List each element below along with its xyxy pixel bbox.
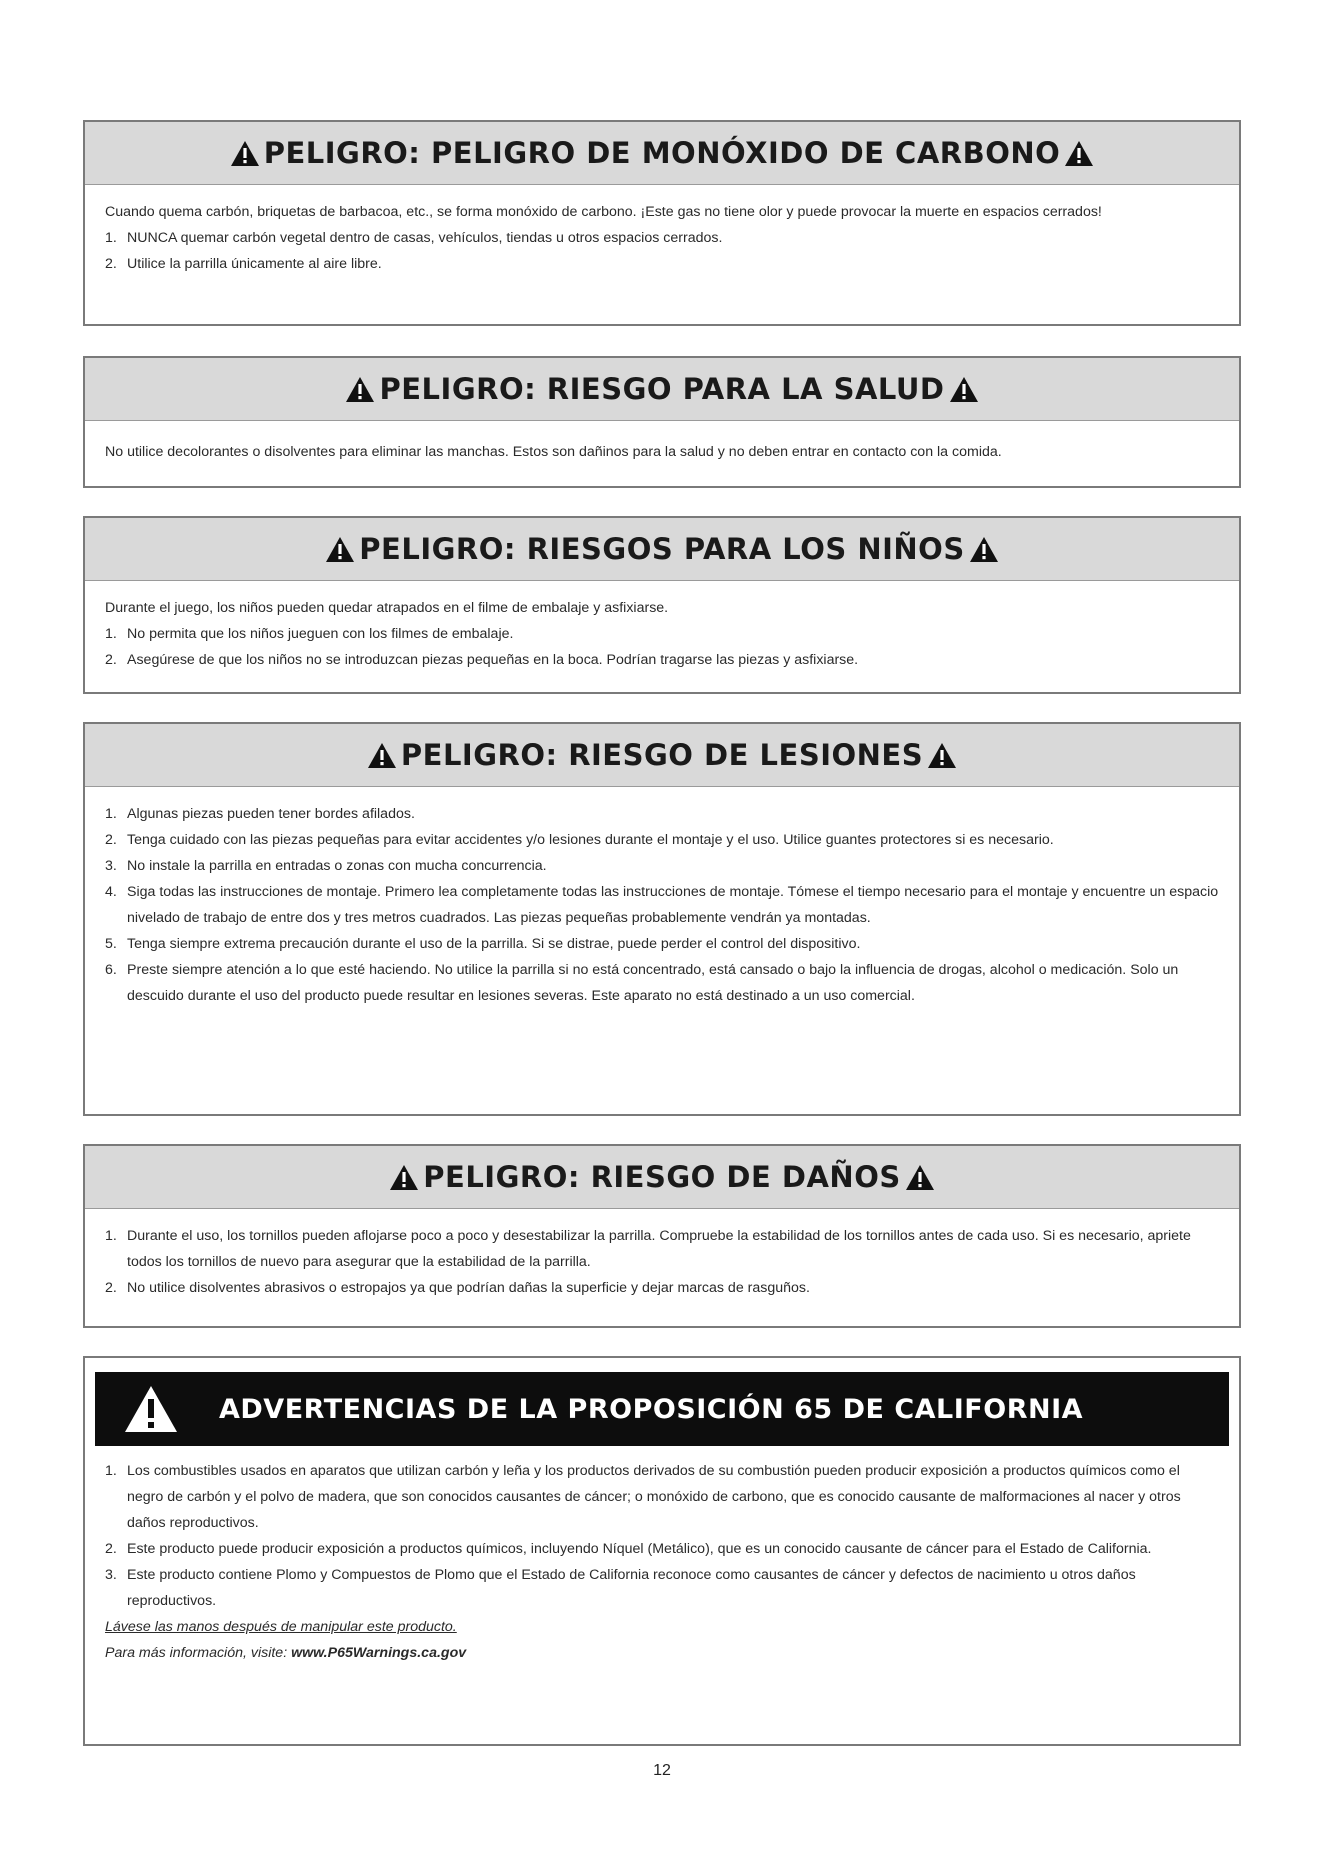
list-item: 3. No instale la parrilla en entradas o zonas con mucha concurrencia. bbox=[105, 858, 547, 874]
danger-box-damage bbox=[83, 1144, 1241, 1328]
list-item: 1. Algunas piezas pueden tener bordes afilados. bbox=[105, 806, 415, 822]
wash-hands-note: Lávese las manos después de manipular este producto. bbox=[105, 1619, 457, 1635]
danger-title: PELIGRO: RIESGOS PARA LOS NIÑOS bbox=[359, 532, 965, 566]
warning-triangle-icon bbox=[389, 1164, 419, 1191]
list-item: 2. Tenga cuidado con las piezas pequeñas para evitar accidentes y/o lesiones durante el montaje y el uso. Utilice guantes protectores si es necesario. bbox=[105, 832, 1054, 848]
list-item: 2. Este producto puede producir exposición a productos químicos, incluyendo Níquel (Metálico), que es un conocido causante de cáncer para el Estado de California. bbox=[105, 1541, 1152, 1557]
warning-triangle-icon bbox=[230, 140, 260, 167]
warning-triangle-icon bbox=[927, 742, 957, 769]
danger-title: PELIGRO: RIESGO PARA LA SALUD bbox=[379, 372, 945, 406]
danger-header bbox=[85, 358, 1239, 421]
danger-box-injury bbox=[83, 722, 1241, 1116]
p65-website-link[interactable]: www.P65Warnings.ca.gov bbox=[291, 1645, 467, 1661]
list-item: 3. Este producto contiene Plomo y Compuestos de Plomo que el Estado de California reconoce como causantes de cáncer y defectos de nacimiento u otros daños reproductivos. bbox=[105, 1567, 1136, 1609]
warning-triangle-icon bbox=[949, 376, 979, 403]
list-item: 6. Preste siempre atención a lo que esté haciendo. No utilice la parrilla si no está concentrado, está cansado o bajo la influencia de drogas, alcohol o medicación. Solo un descuido durante el uso del producto puede resultar en lesiones severas. Este aparato no está destinado a un uso comercial. bbox=[105, 962, 1179, 1004]
danger-title: PELIGRO: RIESGO DE DAÑOS bbox=[423, 1160, 901, 1194]
list-item: 2. No utilice disolventes abrasivos o estropajos ya que podrían dañas la superficie y dejar marcas de rasguños. bbox=[105, 1280, 810, 1296]
prop65-header bbox=[95, 1372, 1229, 1446]
danger-box-children bbox=[83, 516, 1241, 694]
danger-box-carbon-monoxide bbox=[83, 120, 1241, 326]
warning-triangle-icon bbox=[1064, 140, 1094, 167]
danger-title: PELIGRO: PELIGRO DE MONÓXIDO DE CARBONO bbox=[263, 136, 1061, 170]
info-note: Para más información, visite: www.P65Warnings.ca.gov bbox=[105, 1645, 467, 1661]
danger-header bbox=[85, 518, 1239, 581]
warning-triangle-icon bbox=[345, 376, 375, 403]
danger-header bbox=[85, 122, 1239, 185]
warning-triangle-icon bbox=[325, 536, 355, 563]
prop65-title: ADVERTENCIAS DE LA PROPOSICIÓN 65 DE CALIFORNIA bbox=[219, 1393, 1084, 1425]
danger-intro: Cuando quema carbón, briquetas de barbacoa, etc., se forma monóxido de carbono. ¡Este gas no tiene olor y puede provocar la muerte en espacios cerrados! bbox=[105, 204, 1102, 220]
danger-header bbox=[85, 724, 1239, 787]
warning-triangle-icon bbox=[969, 536, 999, 563]
danger-box-health bbox=[83, 356, 1241, 488]
danger-intro: Durante el juego, los niños pueden quedar atrapados en el filme de embalaje y asfixiarse. bbox=[105, 600, 669, 616]
list-item: 1. No permita que los niños jueguen con los filmes de embalaje. bbox=[105, 626, 514, 642]
list-item: 2. Asegúrese de que los niños no se introduzcan piezas pequeñas en la boca. Podrían tragarse las piezas y asfixiarse. bbox=[105, 652, 859, 668]
danger-header bbox=[85, 1146, 1239, 1209]
list-item: 1. Durante el uso, los tornillos pueden aflojarse poco a poco y desestabilizar la parrilla. Compruebe la estabilidad de los tornillos antes de cada uso. Si es necesario, apriete todos los tornillos de nuevo para asegurar que la estabilidad de la parrilla. bbox=[105, 1228, 1191, 1270]
list-item: 5. Tenga siempre extrema precaución durante el uso de la parrilla. Si se distrae, puede perder el control del dispositivo. bbox=[105, 936, 861, 952]
warning-triangle-icon bbox=[905, 1164, 935, 1191]
danger-intro: No utilice decolorantes o disolventes para eliminar las manchas. Estos son dañinos para la salud y no deben entrar en contacto con la comida. bbox=[105, 444, 1002, 460]
warning-triangle-icon bbox=[123, 1384, 179, 1434]
list-item: 4. Siga todas las instrucciones de montaje. Primero lea completamente todas las instrucciones de montaje. Tómese el tiempo necesario para el montaje y encuentre un espacio nivelado de trabajo de entre dos y tres metros cuadrados. Las piezas pequeñas probablemente vendrán ya montadas. bbox=[105, 884, 1219, 926]
page-number: 12 bbox=[653, 1762, 671, 1779]
list-item: 2. Utilice la parrilla únicamente al aire libre. bbox=[105, 256, 382, 272]
danger-title: PELIGRO: RIESGO DE LESIONES bbox=[400, 738, 924, 772]
list-item: 1. NUNCA quemar carbón vegetal dentro de casas, vehículos, tiendas u otros espacios cerrados. bbox=[105, 230, 723, 246]
prop65-box bbox=[83, 1356, 1241, 1746]
warning-triangle-icon bbox=[367, 742, 397, 769]
list-item: 1. Los combustibles usados en aparatos que utilizan carbón y leña y los productos derivados de su combustión pueden producir exposición a productos químicos como el negro de carbón y el polvo de madera, que son conocidos causantes de cáncer; o monóxido de carbono, que es conocido causante de malformaciones al nacer y otros daños reproductivos. bbox=[105, 1463, 1181, 1531]
